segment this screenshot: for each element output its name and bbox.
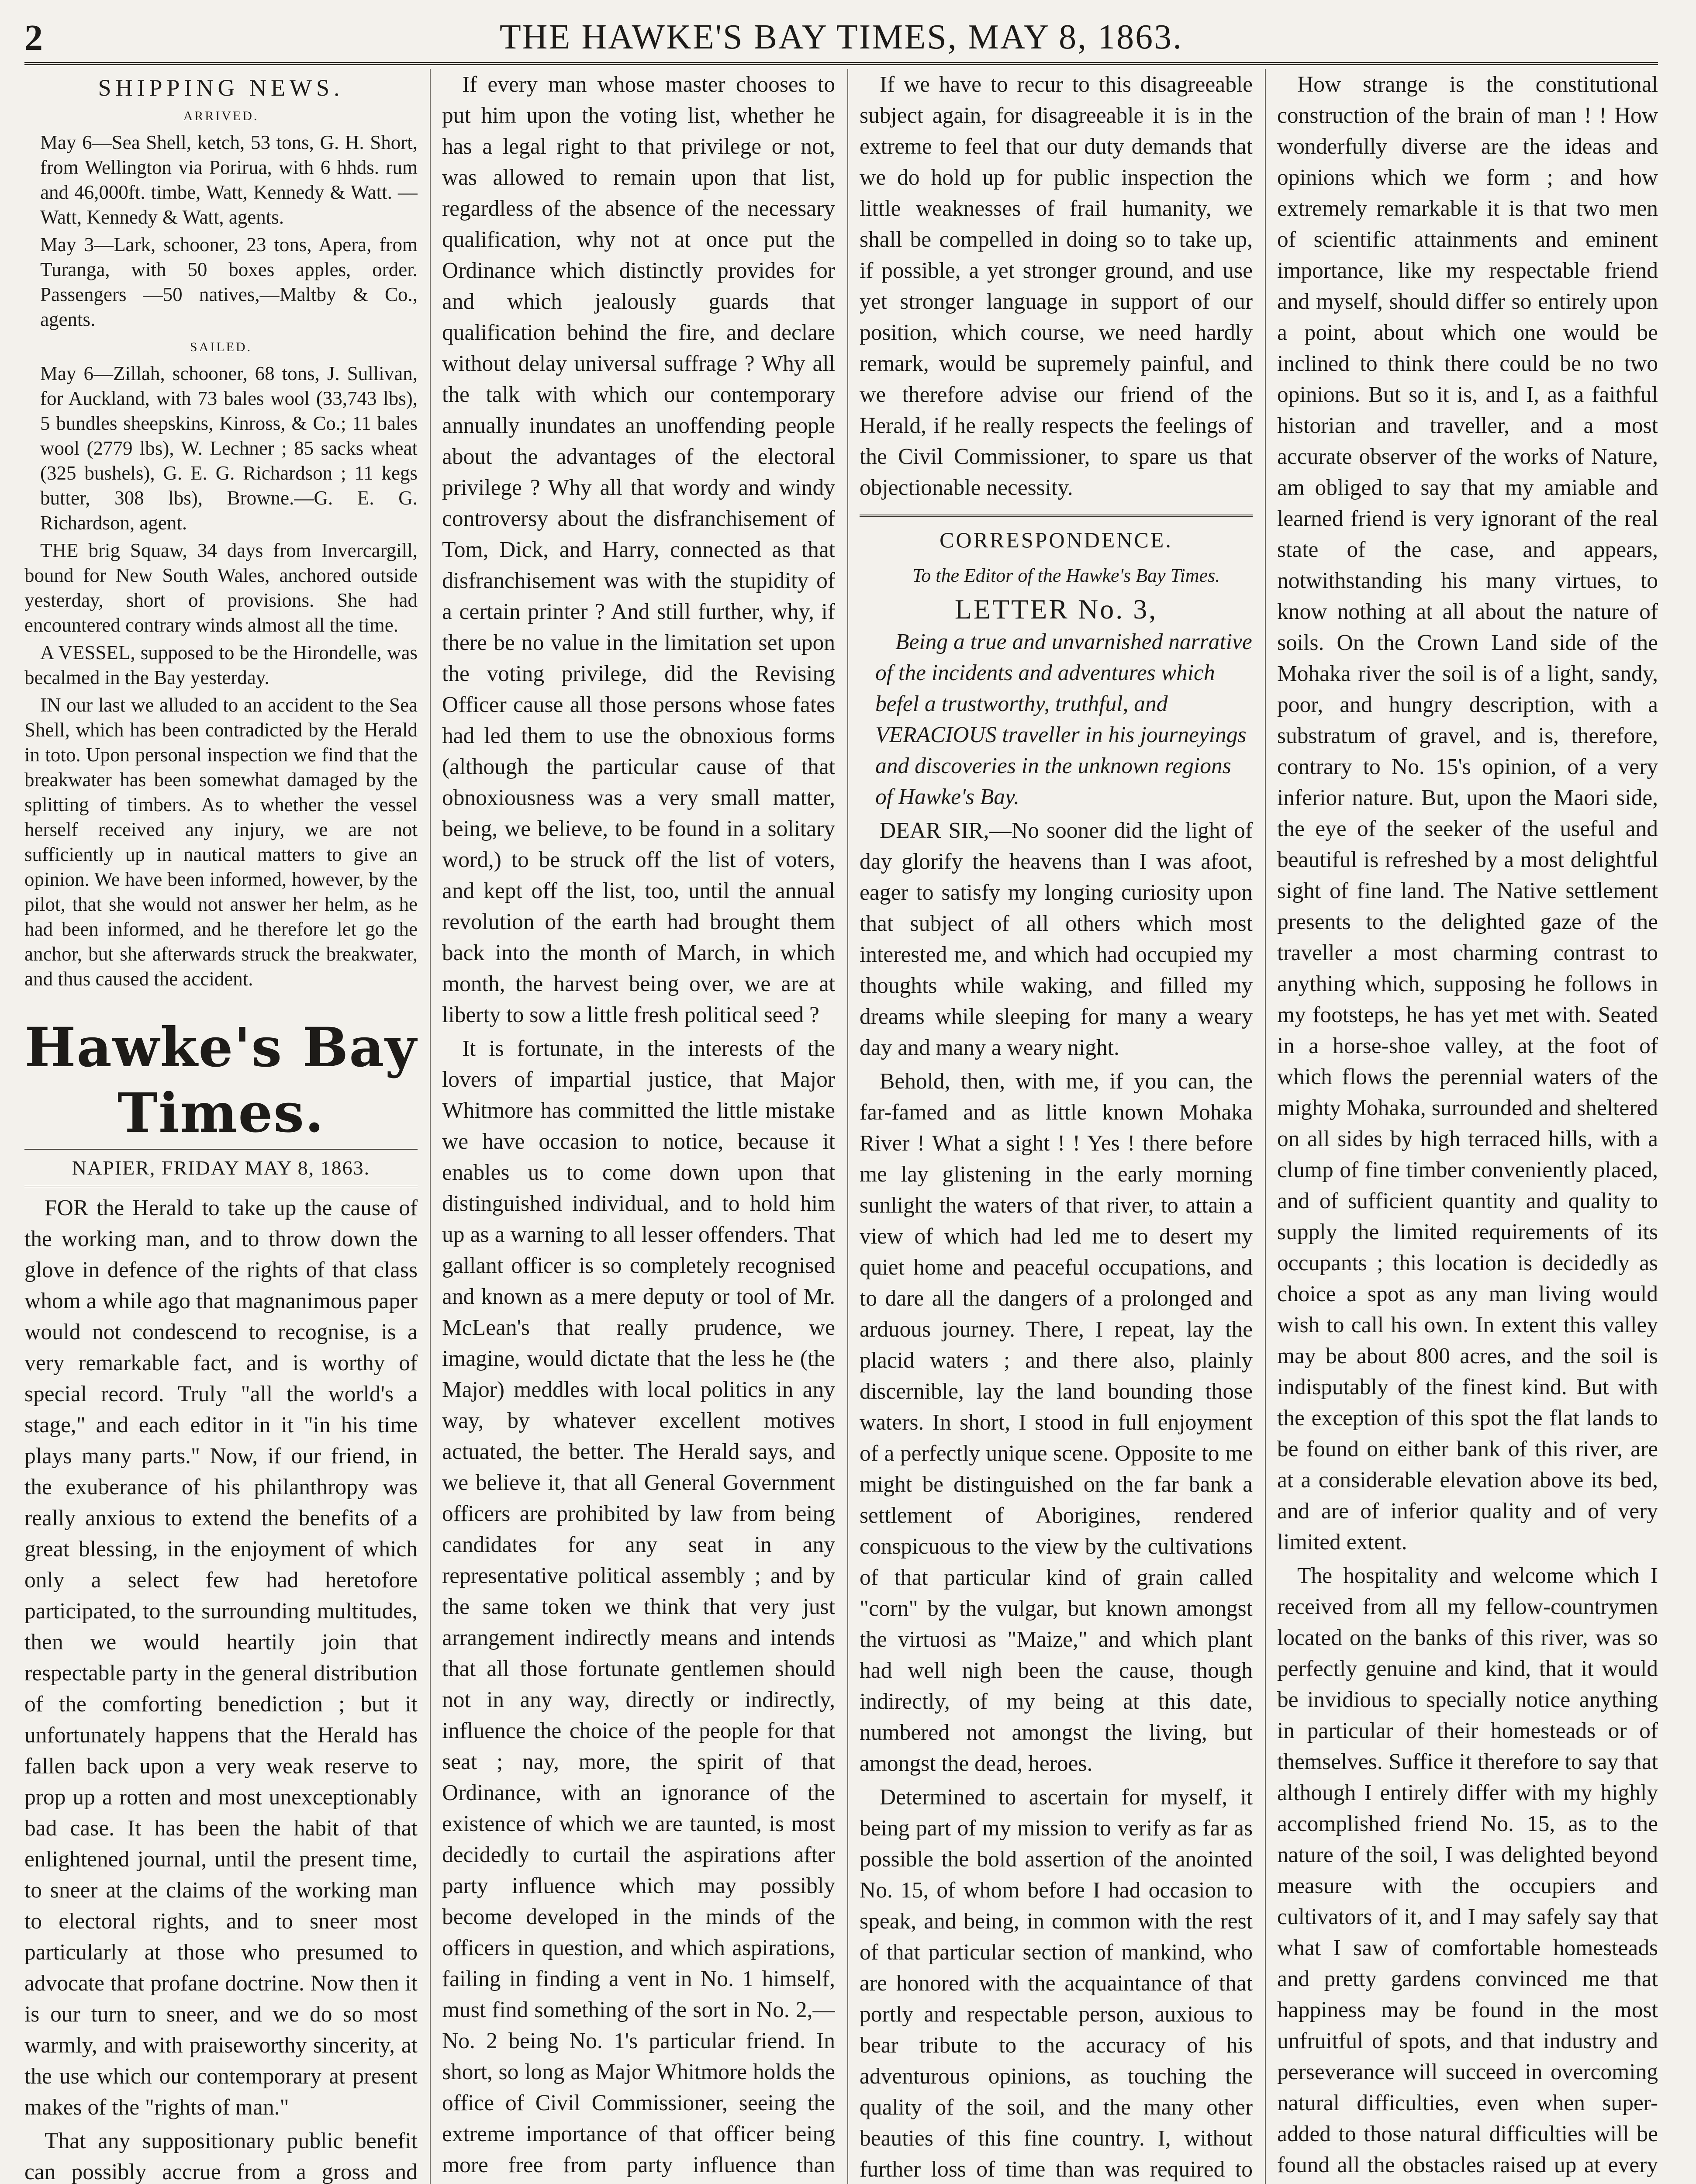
sailed-label: SAILED. [190, 340, 252, 354]
shipping-notice: THE brig Squaw, 34 days from Invercargill, bound for New South Wales, anchored outside yesterday, short of provisions. She had encountered contrary winds almost all the time. [24, 539, 418, 636]
letter-number: LETTER No. 3, [954, 594, 1158, 625]
arrived-label: ARRIVED. [183, 109, 259, 123]
letter-paragraph: Behold, then, with me, if you can, the far-famed and as little known Mohaka River ! What a sight ! ! Yes ! there before me lay glistening in the early morning sunlight the waters of that river, to attain a view of which had led me to desert my quiet home and peaceful occupations, and to dare all the dangers of a prolonged and arduous journey. There, I repeat, lay the placid waters ; and there also, plainly discernible, lay the land bounding those waters. In short, I stood in full enjoyment of a perfectly unique scene. Opposite to me might be distinguished on the far bank a settlement of Aborigines, rendered conspicuous to the view by the cultivations of that particular kind of grain called "corn" by the vulgar, but known amongst the virtuosi as "Maize," and which plant had well nigh been the cause, though indirectly, of my being at this date, numbered not amongst the living, but amongst the dead, heroes. [860, 1069, 1253, 1776]
letter-paragraph: Determined to ascertain for myself, it being part of my mission to verify as far as possible the bold assertion of the anointed No. 15, of whom before I had occasion to speak, and being, in common with the rest of that particular section of mankind, who are honored with the acquaintance of that portly and respectable person, auxious to bear tribute to the accuracy of his adventurous opinions, as touching the quality of the soil, and the many other beauties of this fine country. I, without further loss of time than was required to [860, 1785, 1253, 2182]
editorial-paragraph: If every man whose master chooses to put him upon the voting list, whether he has a legal right to that privilege or not, was allowed to remain upon that list, regardless of the absence of the necessary qualification, why not at once put the Ordinance which distinctly provides for and which jealously guards that qualification behind the fire, and declare without delay universal suffrage ? Why all the talk with which our contemporary annually inundates an unoffending people about the advantages of the electoral privilege ? Why all that wordy and windy controversy about the disfranchisement of Tom, Dick, and Harry, connected as that disfranchisement was with the stupidity of a certain printer ? And still further, why, if there be no value in the limitation set upon the voting privilege, did the Revising Officer cause all those persons whose fates had led them to use the obnoxious forms (although the particular cause of that obnoxiousness was a very small matter, being, we believe, to be found in a solitary word,) to be struck off the list of voters, and kept off the list, too, until the annual revolution of the earth had brought them back into the month of March, in which month, the harvest being over, we are at liberty to sow a little fresh political seed ? [442, 72, 835, 1027]
editorial-paragraph: If we have to recur to this disagreeable subject again, for disagreeable it is in the extreme to feel that our duty demands that we do hold up for public inspection the little weaknesses of frail humanity, we shall be compelled in doing so to take up, if possible, a yet stronger ground, and use yet stronger language in support of our position, which course, we need hardly remark, would be supremely painful, and we therefore advise our friend of the Herald, if he really respects the feelings of the Civil Commissioner, to spare us that objectionable necessity. [860, 72, 1253, 500]
shipping-notice: A VESSEL, supposed to be the Hirondelle, was becalmed in the Bay yesterday. [24, 642, 418, 688]
column-rule [1265, 69, 1266, 2184]
masthead-flag: Hawke's Bay Times. [24, 1016, 418, 1145]
column-2 [442, 69, 835, 2184]
shipping-heading: SHIPPING NEWS. [98, 75, 344, 101]
shipping-section [24, 104, 418, 992]
running-header [24, 13, 1658, 65]
column-4 [1277, 69, 1658, 2184]
letter-paragraph: The hospitality and welcome which I received from all my fellow-countrymen located on the banks of this river, was so perfectly genuine and kind, that it would be invidious to specially notice anything in particular of their homesteads or of themselves. Suffice it therefore to say that although I entirely differ with my highly accomplished friend No. 15, as to the nature of the soil, I was delighted beyond measure with the occupiers and cultivators of it, and I may safely say that what I saw of comfortable homesteads and pretty gardens convinced me that happiness may be found in the most unfruitful of spots, and that industry and perseverance will succeed in overcoming natural difficulties, even when super-added to those natural difficulties will be found all the obstacles raised up at every [1277, 1563, 1658, 2177]
arrival-entry: May 3—Lark, schooner, 23 tons, Apera, from Turanga, with 50 boxes apples, order. Passengers —50 natives,—Maltby & Co., agents. [40, 234, 418, 330]
editorial-paragraph: That any suppositionary public benefit can possibly accrue from a gross and [24, 2129, 418, 2184]
letter-address: To the Editor of the Hawke's Bay Times. [912, 565, 1220, 586]
dateline: NAPIER, FRIDAY MAY 8, 1863. [24, 1149, 418, 1187]
shipping-notice: IN our last we alluded to an accident to the Sea Shell, which has been contradicted by the Herald in toto. Upon personal inspection we find that the breakwater has been somewhat damaged by the splitting of timbers. As to whether the vessel herself received any injury, we are not sufficiently up in nautical matters to give an opinion. We have been informed, however, by the pilot, that she would not answer her helm, as he had been informed, and he therefore let go the anchor, but she afterwards struck the breakwater, and thus caused the accident. [24, 694, 418, 990]
column-3 [860, 69, 1253, 2184]
editorial-paragraph: FOR the Herald to take up the cause of the working man, and to throw down the glove in defence of the rights of that class whom a while ago that magnanimous paper would not condescend to recognise, is a very remarkable fact, and is worthy of special record. Truly "all the world's a stage," and each editor in it "in his time plays many parts." Now, if our friend, in the exuberance of his philanthropy was really anxious to extend the benefits of a great blessing, in the enjoyment of which only a select few had heretofore participated, to the surrounding multitudes, then we would heartily join that respectable party in the general distribution of the comforting benediction ; but it unfortunately happens that the Herald has fallen back upon a very weak reserve to prop up a rotten and most unexceptionably bad case. It has been the habit of that enlightened journal, until the present time, to sneer at the claims of the working man to electoral rights, and to sneer most particularly at those who presumed to advocate that profane doctrine. Now then it is our turn to sneer, and we do so most warmly, and with praiseworthy sincerity, at the use which our contemporary at present makes of the "rights of man." [24, 1196, 418, 2120]
sailing-entry: May 6—Zillah, schooner, 68 tons, J. Sullivan, for Auckland, with 73 bales wool (33,743 lbs), 5 bundles sheepskins, Kinross, & Co.; 11 bales wool (2779 lbs), W. Lechner ; 85 sacks wheat (325 bushels), G. E. G. Richardson ; 11 kegs butter, 308 lbs), Browne.—G. E. G. Richardson, agent. [40, 363, 418, 534]
letter-subtitle: Being a true and unvarnished narrative of the incidents and adventures which befel a trustworthy, truthful, and VERACIOUS traveller in his journeyings and discoveries in the unknown regions of Hawke's Bay. [875, 629, 1252, 809]
page-number: 2 [24, 17, 43, 58]
newspaper-title: THE HAWKE'S BAY TIMES, MAY 8, 1863. [499, 18, 1183, 56]
editorial-paragraph: It is fortunate, in the interests of the lovers of impartial justice, that Major Whitmore has committed the little mistake we have occasion to notice, because it enables us to come down upon that distinguished individual, and to hold him up as a warning to all lesser offenders. That gallant officer is so completely recognised and known as a mere deputy or tool of Mr. McLean's that really prudence, we imagine, would dictate that the less he (the Major) meddles with local politics in any way, by whatever excellent motives actuated, the better. The Herald says, and we believe it, that all General Government officers are prohibited by law from being candidates for any seat in any representative political assembly ; and by the same token we think that very just arrangement indirectly means and intends that all those fortunate gentlemen should not in any way, directly or indirectly, influence the choice of the people for that seat ; nay, more, the spirit of that Ordinance, with an ignorance of the existence of which we are taunted, is most decidedly to curtail the aspirations after party influence which may possibly become developed in the minds of the officers in question, and which aspirations, failing in finding a vent in No. 1 himself, must find something of the sort in No. 2,—No. 2 being No. 1's particular friend. In short, so long as Major Whitmore holds the office of Civil Commissioner, seeing the extreme importance of that officer being more free from party influence than [442, 1036, 835, 2177]
column-rule [430, 69, 431, 2184]
letter-paragraph: How strange is the constitutional construction of the brain of man ! ! How wonderfully diverse are the ideas and opinions which we form ; and how extremely remarkable it is that two men of scientific attainments and eminent importance, like my respectable friend and myself, should differ so entirely upon a point, about which one would be inclined to think there could be no two opinions. But so it is, and I, as a faithful historian and traveller, and a most accurate observer of the works of Nature, am obliged to say that my amiable and learned friend is very ignorant of the real state of the case, and appears, notwithstanding his many virtues, to know nothing at all about the nature of soils. On the Crown Land side of the Mohaka river the soil is of a light, sandy, poor, and hungry description, with a substratum of gravel, and is, therefore, contrary to No. 15's opinion, of a very inferior nature. But, upon the Maori side, the eye of the seeker of the useful and beautiful is refreshed by a most delightful sight of fine land. The Native settlement presents to the delighted gaze of the traveller a most charming contrast to anything which, supposing he follows in my footsteps, he has yet met with. Seated in a horse-shoe valley, at the foot of which flows the perennial waters of the mighty Mohaka, surrounded and sheltered on all sides by high terraced hills, with a clump of fine timber conveniently placed, and of sufficient quantity and quality to supply the limited requirements of its occupants ; this location is decidedly as choice a spot as any man living would wish to call his own. In extent this valley may be about 800 acres, and the soil is indisputably of the finest kind. But with the exception of this spot the flat lands to be found on either bank of this river, are at a considerable elevation above its bed, and are of inferior quality and of very limited extent. [1277, 72, 1658, 1555]
letter-paragraph: DEAR SIR,—No sooner did the light of day glorify the heavens than I was afoot, eager to satisfy my longing curiosity upon that subject of all others which most interested me, and which had occupied my thoughts while waking, and filled my dreams while sleeping for many a weary day and many a weary night. [860, 818, 1253, 1060]
correspondence-heading: CORRESPONDENCE. [860, 515, 1253, 556]
arrival-entry: May 6—Sea Shell, ketch, 53 tons, G. H. Short, from Wellington via Porirua, with 6 hhds. rum and 46,000ft. timbe, Watt, Kennedy & Watt. —Watt, Kennedy & Watt, agents. [40, 131, 418, 228]
column-rule [847, 69, 848, 2184]
column-1 [24, 69, 418, 2184]
